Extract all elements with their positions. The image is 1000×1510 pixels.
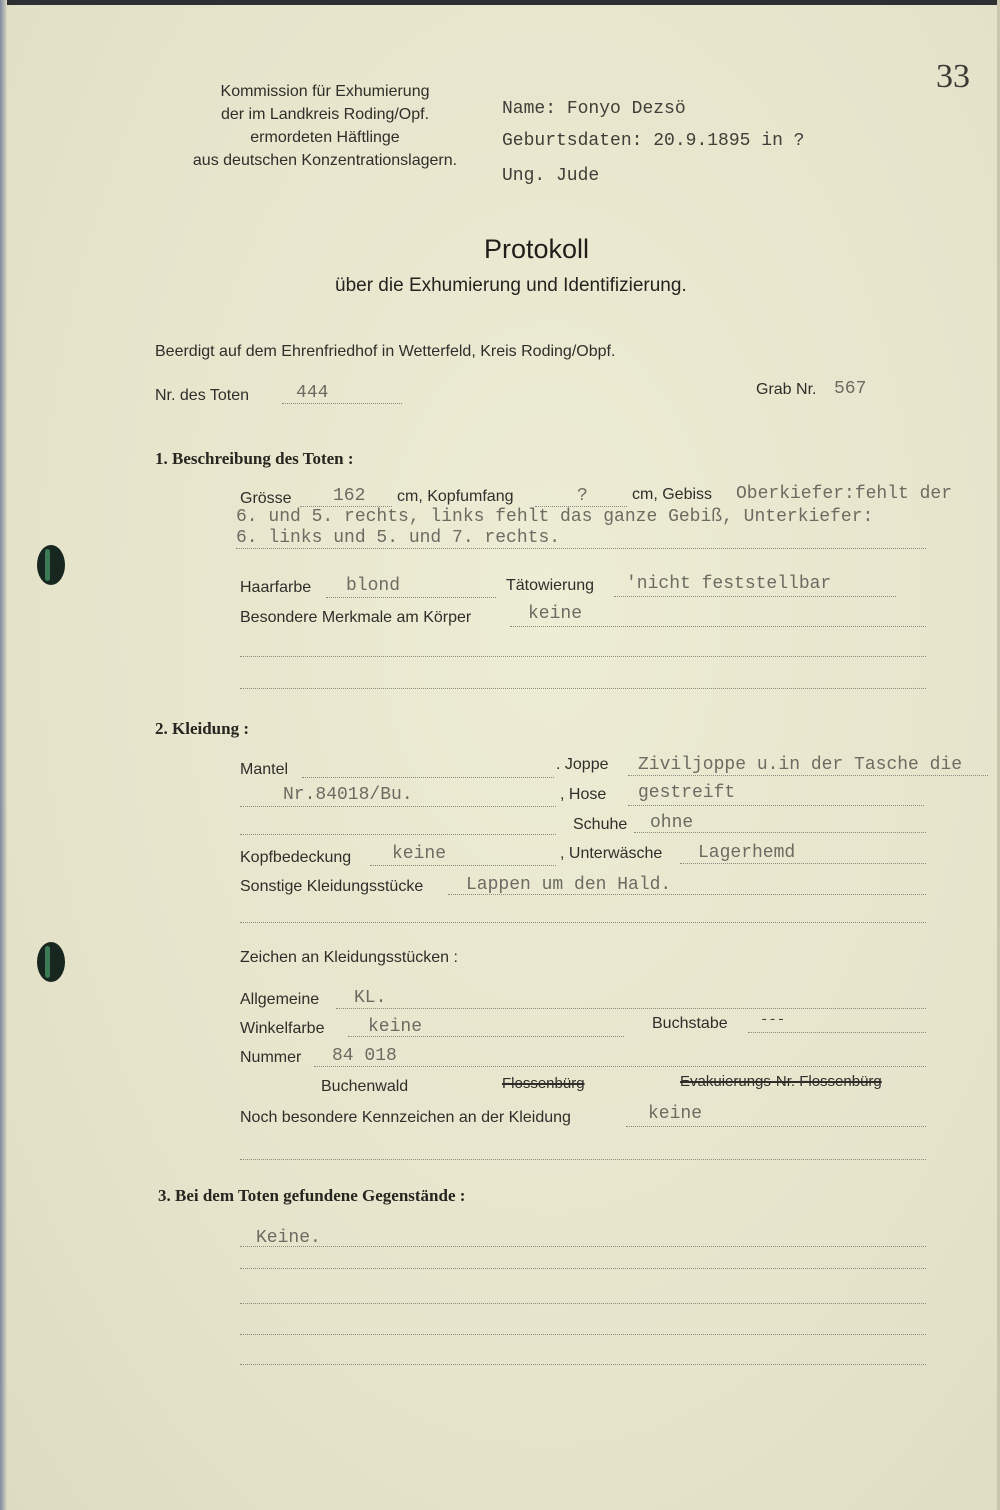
birth-label: Geburtsdaten: xyxy=(502,131,643,151)
dotted-line xyxy=(240,1303,926,1304)
dotted-line xyxy=(240,1268,926,1269)
page-number: 33 xyxy=(936,58,970,95)
dotted-line xyxy=(628,775,988,776)
allgemeine-label: Allgemeine xyxy=(240,991,320,1008)
nr-toten-label: Nr. des Toten xyxy=(155,387,249,404)
kopfumfang-value: ? xyxy=(577,486,588,506)
buchstabe-label: Buchstabe xyxy=(652,1015,728,1032)
dotted-line xyxy=(302,777,554,778)
groesse-label: Grösse xyxy=(240,490,292,507)
merkmale-label: Besondere Merkmale am Körper xyxy=(240,609,472,626)
winkelfarbe-value: keine xyxy=(368,1017,423,1037)
gebiss-value: 6. und 5. rechts, links fehlt das ganze Gebiß, Unterkiefer: xyxy=(236,507,874,527)
dotted-line xyxy=(240,1334,926,1335)
person-birth xyxy=(502,131,804,151)
dotted-line xyxy=(626,1126,926,1127)
birth-value: 20.9.1895 in ? xyxy=(653,131,805,151)
commission-line: der im Landkreis Roding/Opf. xyxy=(220,106,430,123)
page-title: Protokoll xyxy=(484,234,590,264)
commission-line: aus deutschen Konzentrationslagern. xyxy=(192,152,458,169)
dotted-line xyxy=(240,806,556,807)
hose-value: gestreift xyxy=(638,783,736,803)
dotted-line xyxy=(628,805,924,806)
dotted-line xyxy=(240,834,556,835)
gegenstaende-value: Keine. xyxy=(256,1228,321,1248)
dotted-line xyxy=(236,548,926,549)
dotted-line xyxy=(510,626,926,627)
taetowierung-value: 'nicht feststellbar xyxy=(626,574,832,594)
camp-flossenbuerg: Flossenbürg xyxy=(502,1075,585,1092)
scan-edge-left xyxy=(0,0,7,1510)
grab-label: Grab Nr. xyxy=(756,381,817,398)
groesse-value: 162 xyxy=(333,486,366,506)
dotted-line xyxy=(680,863,926,864)
nr-toten-value: 444 xyxy=(296,383,329,403)
kopfumfang-label: cm, Kopfumfang xyxy=(397,488,514,505)
section2-heading: 2. Kleidung : xyxy=(155,719,249,738)
kopfbedeckung-value: keine xyxy=(392,844,447,864)
mantel-value: Nr.84018/Bu. xyxy=(283,785,413,805)
camp-buchenwald: Buchenwald xyxy=(321,1078,409,1095)
gebiss-value: Oberkiefer:fehlt der xyxy=(736,484,953,504)
dotted-line xyxy=(614,596,896,597)
commission-line: ermordeten Häftlinge xyxy=(250,129,400,146)
gebiss-label: cm, Gebiss xyxy=(632,486,713,503)
grab-value: 567 xyxy=(834,379,867,399)
burial-location: Beerdigt auf dem Ehrenfriedhof in Wetterfeld, Kreis Roding/Obpf. xyxy=(155,343,616,360)
unterwaesche-value: Lagerhemd xyxy=(698,843,796,863)
dotted-line xyxy=(240,1159,926,1160)
name-value: Fonyo Dezsö xyxy=(566,99,686,119)
dotted-line xyxy=(336,1008,926,1009)
sonstige-label: Sonstige Kleidungsstücke xyxy=(240,878,424,895)
joppe-value: Ziviljoppe u.in der Tasche die xyxy=(638,755,963,775)
dotted-line xyxy=(314,1066,926,1067)
dotted-line xyxy=(282,403,402,404)
dotted-line xyxy=(748,1032,926,1033)
nummer-label: Nummer xyxy=(240,1049,302,1066)
hose-label: , Hose xyxy=(560,786,607,803)
scan-edge-top xyxy=(0,0,1000,5)
haarfarbe-label: Haarfarbe xyxy=(240,579,312,596)
dotted-line xyxy=(326,597,496,598)
nummer-value: 84 018 xyxy=(332,1046,397,1066)
dotted-line xyxy=(240,1246,926,1247)
joppe-label: . Joppe xyxy=(556,756,609,773)
dotted-line xyxy=(240,688,926,689)
commission-line: Kommission für Exhumierung xyxy=(220,83,430,100)
noch-value: keine xyxy=(648,1104,703,1124)
mantel-label: Mantel xyxy=(240,761,289,778)
haarfarbe-value: blond xyxy=(346,576,401,596)
punch-hole-icon xyxy=(37,545,65,585)
gebiss-value: 6. links und 5. und 7. rechts. xyxy=(236,528,561,548)
schuhe-value: ohne xyxy=(650,813,694,833)
schuhe-label: Schuhe xyxy=(573,816,628,833)
dotted-line xyxy=(240,1364,926,1365)
buchstabe-value: --- xyxy=(760,1012,786,1028)
dotted-line xyxy=(240,922,926,923)
dotted-line xyxy=(240,656,926,657)
winkelfarbe-label: Winkelfarbe xyxy=(240,1020,325,1037)
punch-hole-icon xyxy=(37,942,65,982)
zeichen-label: Zeichen an Kleidungsstücken : xyxy=(240,949,458,966)
page-subtitle: über die Exhumierung und Identifizierung. xyxy=(335,275,687,296)
kopfbedeckung-label: Kopfbedeckung xyxy=(240,849,352,866)
section3-heading: 3. Bei dem Toten gefundene Gegenstände : xyxy=(158,1186,466,1205)
taetowierung-label: Tätowierung xyxy=(506,577,595,594)
commission-header xyxy=(160,80,490,172)
camp-evakuierung: Evakuierungs-Nr. Flossenbürg xyxy=(680,1073,882,1090)
section1-heading: 1. Beschreibung des Toten : xyxy=(155,449,354,468)
unterwaesche-label: , Unterwäsche xyxy=(560,845,663,862)
noch-label: Noch besondere Kennzeichen an der Kleidung xyxy=(240,1109,571,1126)
sonstige-value: Lappen um den Hald. xyxy=(466,875,672,895)
dotted-line xyxy=(370,865,556,866)
person-origin: Ung. Jude xyxy=(502,166,600,186)
name-label: Name: xyxy=(502,99,557,119)
person-name xyxy=(502,99,686,119)
allgemeine-value: KL. xyxy=(354,988,387,1008)
merkmale-value: keine xyxy=(528,604,583,624)
